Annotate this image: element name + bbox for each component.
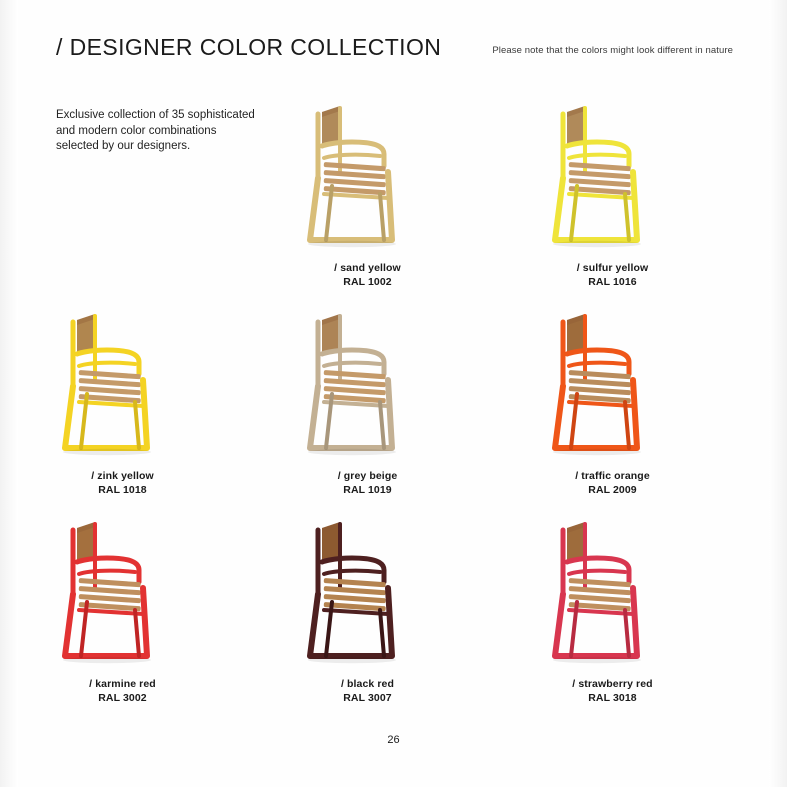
product-cell[interactable] bbox=[245, 304, 490, 512]
ral-code: RAL 3018 bbox=[588, 692, 637, 704]
chair-image bbox=[288, 518, 448, 668]
product-caption bbox=[338, 469, 398, 497]
chair-illustration bbox=[43, 518, 203, 668]
ral-code: RAL 3002 bbox=[98, 692, 147, 704]
chair-image bbox=[533, 310, 693, 460]
color-name: / zink yellow bbox=[91, 470, 154, 482]
ral-code: RAL 1018 bbox=[98, 484, 147, 496]
ral-code: RAL 1019 bbox=[343, 484, 392, 496]
product-row bbox=[0, 304, 787, 512]
chair-image bbox=[43, 518, 203, 668]
chair-image bbox=[288, 102, 448, 252]
product-row bbox=[0, 512, 787, 720]
chair-image bbox=[43, 310, 203, 460]
color-disclaimer-note: Please note that the colors might look different in nature bbox=[492, 45, 733, 56]
chair-illustration bbox=[533, 310, 693, 460]
product-cell[interactable] bbox=[490, 96, 735, 304]
product-grid bbox=[0, 96, 787, 720]
color-name: / traffic orange bbox=[575, 470, 650, 482]
product-cell[interactable] bbox=[490, 304, 735, 512]
chair-illustration bbox=[288, 310, 448, 460]
product-caption bbox=[341, 677, 394, 705]
color-name: / karmine red bbox=[89, 678, 156, 690]
product-row bbox=[0, 96, 787, 304]
chair-illustration bbox=[533, 518, 693, 668]
page-number: 26 bbox=[387, 734, 400, 746]
product-cell[interactable] bbox=[490, 512, 735, 720]
chair-illustration bbox=[43, 310, 203, 460]
color-name: / sand yellow bbox=[334, 262, 401, 274]
ral-code: RAL 3007 bbox=[343, 692, 392, 704]
product-caption bbox=[572, 677, 652, 705]
intro-paragraph: Exclusive collection of 35 sophisticated and modern color combinations selected by our designers. bbox=[56, 109, 255, 152]
product-caption bbox=[334, 261, 401, 289]
color-name: / strawberry red bbox=[572, 678, 653, 690]
chair-image bbox=[533, 518, 693, 668]
ral-code: RAL 1016 bbox=[588, 276, 637, 288]
chair-image bbox=[533, 102, 693, 252]
chair-illustration bbox=[533, 102, 693, 252]
color-name: / grey beige bbox=[337, 470, 398, 482]
chair-illustration bbox=[288, 518, 448, 668]
ral-code: RAL 1002 bbox=[343, 276, 392, 288]
product-caption bbox=[577, 261, 649, 289]
ral-code: RAL 2009 bbox=[588, 484, 637, 496]
page-title: / DESIGNER COLOR COLLECTION bbox=[56, 34, 442, 60]
product-caption bbox=[575, 469, 650, 497]
chair-image bbox=[288, 310, 448, 460]
product-cell[interactable] bbox=[0, 512, 245, 720]
product-caption bbox=[91, 469, 154, 497]
product-cell[interactable] bbox=[245, 512, 490, 720]
color-name: / sulfur yellow bbox=[576, 262, 649, 274]
product-caption bbox=[89, 677, 156, 705]
chair-illustration bbox=[288, 102, 448, 252]
product-cell[interactable] bbox=[0, 304, 245, 512]
color-name: / black red bbox=[340, 678, 395, 690]
product-cell[interactable] bbox=[245, 96, 490, 304]
